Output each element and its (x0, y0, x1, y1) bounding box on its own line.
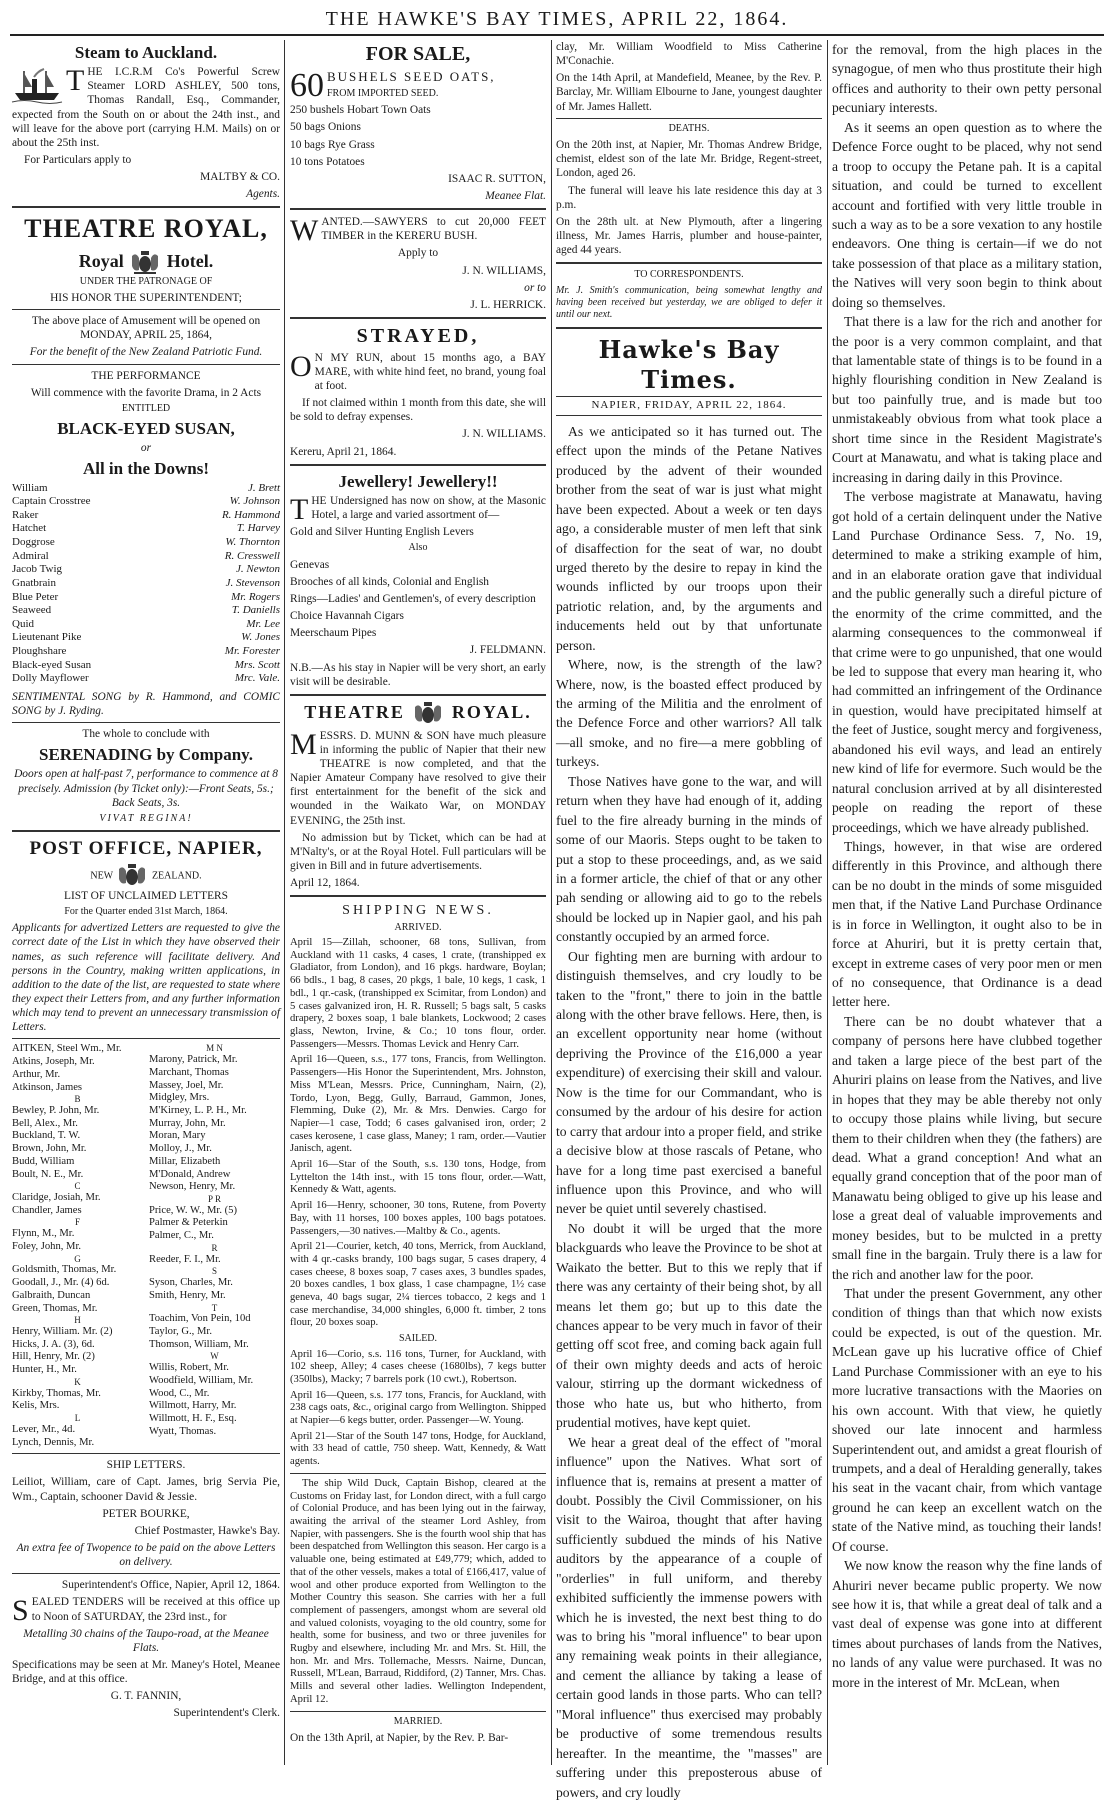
songs: SENTIMENTAL SONG by R. Hammond, and COMIC SONG by J. Ryding. (12, 690, 280, 718)
jewel-item: Choice Havannah Cigars (290, 610, 404, 623)
cast-row (12, 509, 280, 523)
letter-name: Willis, Robert, Mr. (149, 1362, 229, 1374)
editorial-paragraph: No doubt it will be urged that the more blackguards who leave the Province to be shot at Waikato the better. But to this we reply that if there was any certainty of their being shot, by all means let them go; but up to this date the chances appear to be very much in favor of their getting off scot free, and coming back again full of their own mighty deeds and acts of heroic valour, stirring up the dormant wickedness of those who hate us, but who hitherto, from prudential motives, have kept quiet. (556, 1220, 822, 1431)
supt-clerk: Superintendent's Clerk. (173, 1707, 280, 1720)
jewel-item: Also (408, 542, 428, 554)
jewel-item: Brooches of all kinds, Colonial and English (290, 575, 489, 588)
letter-name: Bell, Alex., Mr. (12, 1117, 78, 1129)
column-rule (551, 40, 552, 1765)
strayed-sig: J. N. WILLIAMS. (462, 428, 546, 441)
cast-row (12, 550, 280, 564)
specs: Specifications may be seen at Mr. Maney's Hotel, Meanee Bridge, and at this office. (12, 1658, 280, 1686)
paper-title: Hawke's Bay Times. (598, 334, 780, 394)
cast-row (12, 631, 280, 645)
letters-section-letter: K (74, 1376, 81, 1387)
cast-row (12, 577, 280, 591)
editorial-paragraph: There can be no doubt whatever that a company of persons here have clubbed together and taken a large piece of the best part of the Ahuriri plains on lease from the Natives, and live in hopes that they may be able thereby not only to occupy those plains while living, but secure them to their children when they (the fathers) are dead. What a grand conception! And what an equally grand conception that of the poor man of Manawatu being obliged to give up his lease and lose a great deal of valuable improvements and money besides, but to be mulcted in a pretty small fine in the bargain. Truly there is a law for the rich and another law for the poor. (832, 1013, 1102, 1282)
cast-row (12, 604, 280, 618)
steam-agent: MALTBY & CO. (200, 171, 280, 184)
extra-fee: An extra fee of Twopence to be paid on the above Letters on delivery. (16, 1541, 276, 1569)
steam-body: HE I.C.R.M Co's Powerful Screw Steamer LORD ASHLEY, 500 tons, Thomas Randall, Esq., Commander, expected from the South on or about the 24th inst., and will leave for the above port (carrying H.M. Mails) on or about the 25th inst. (12, 66, 280, 149)
cast-role: William (12, 481, 48, 494)
cast-actor: W. Jones (241, 631, 280, 644)
column-rule (827, 40, 828, 1765)
correspondents-heading: TO CORRESPONDENTS. (634, 269, 744, 281)
arrival-entry: April 15—Zillah, schooner, 68 tons, Sullivan, from Auckland with 11 casks, 4 cases, 1 crate, (transhipped ex Gladiator, from London), and 16 pkgs. hardware, Boylan; 66 bdls., 1 bag, 8 cases, 20 pkgs, 1 bale, 10 kegs, 1 cask, 1 bdl., 1 qr.-cask, (transhipped ex Scimitar, from London) and 5 cases galvanized iron, H. R. Russell; 5 bags salt, 5 casks drapery, 2 boxes soap, 1 bale blankets, Lockwood; 2 cases glass, Newton, Irvine, & Co.; 10 tons flour, order. Passengers—Messrs. Thomas Levick and Henry Carr. (290, 937, 546, 1050)
munn-dropcap: M (290, 727, 317, 761)
cast-actor: Mr. Lee (246, 617, 280, 630)
sutton-place: Meanee Flat. (485, 190, 546, 202)
sutton: ISAAC R. SUTTON, (448, 172, 546, 185)
tenders-dropcap: S (12, 1594, 29, 1628)
cast-row (12, 536, 280, 550)
munn-2: No admission but by Ticket, which can be had at M'Nalty's, or at the Royal Hotel. Full particulars will be given in Bill and in future advertisements. (290, 831, 546, 873)
herrick: J. L. HERRICK. (470, 298, 546, 311)
jewel-body: HE Undersigned has now on show, at the Masonic Hotel, a large and varied assortment of— (311, 494, 546, 521)
letters-section-letter: S (211, 1266, 217, 1277)
letter-name: Reeder, F. I., Mr. (149, 1253, 221, 1265)
post-office-title: POST OFFICE, NAPIER, (29, 838, 263, 860)
apply: Apply to (397, 247, 439, 260)
letter-name: Palmer & Peterkin (149, 1217, 228, 1229)
doors: Doors open at half-past 7, performance to commence at 8 precisely. Admission (by Ticket only):—Front Seats, 5s.; Back Seats, 3s. (14, 768, 278, 809)
letter-name: Green, Thomas, Mr. (12, 1302, 98, 1314)
cast-row (12, 563, 280, 577)
play-title: BLACK-EYED SUSAN, (57, 419, 235, 439)
letters-section-letter: R (211, 1242, 218, 1253)
cast-actor: W. Johnson (229, 495, 280, 508)
strayed: N MY RUN, about 15 months ago, a BAY MARE, with white hind feet, no brand, young foal at foot. (314, 351, 546, 393)
letter-name: Toachim, Von Pein, 10d (149, 1313, 251, 1325)
vivat: VIVAT REGINA! (99, 812, 193, 824)
sale-item: 10 tons Potatoes (290, 155, 365, 168)
cast-role: Raker (12, 508, 39, 521)
strayed-date: Kereru, April 21, 1864. (290, 445, 397, 458)
theatre-sub-left: Royal (78, 250, 124, 271)
cast-role: Gnatbrain (12, 576, 56, 589)
editorial-paragraph: As we anticipated so it has turned out. The effect upon the minds of the Petane Natives produced by the advent of their wounded brother from the seat of war is just what might have been expected. About a week or ten days ago, a considerable muster of men left that sink of disaffection for the seat of war, no doubt urged thereto by the desire to repay in kind the wounds inflicted by our troops upon their patriotic relation, and, by the arguments and inducements held out by that unfortunate person. (556, 423, 822, 653)
letter-name: Woodfield, William, Mr. (149, 1374, 254, 1386)
or-to: or to (524, 281, 546, 294)
cast-role: Seaweed (12, 604, 52, 617)
cast-row (12, 591, 280, 605)
cast-role: Doggrose (12, 536, 55, 548)
cast-list (12, 482, 280, 686)
steamship-icon (12, 65, 62, 105)
letter-name: Syson, Charles, Mr. (149, 1277, 233, 1289)
royal-coat-of-arms-icon (128, 250, 162, 276)
letter-name: Claridge, Josiah, Mr. (12, 1192, 101, 1204)
cast-actor: T. Harvey (236, 522, 280, 535)
serenade: SERENADING by Company. (39, 745, 253, 765)
column-1 (12, 40, 280, 1765)
letters-section-letter: G (74, 1253, 81, 1264)
arrival-entry: April 16—Henry, schooner, 30 tons, Rutene, from Poverty Bay, with 11 horses, 100 boxes apples, 100 bags potatoes. Passengers,—30 natives.—Maltby & Co., agents. (290, 1200, 546, 1237)
steam-particulars: For Particulars apply to (24, 153, 132, 166)
cast-row (12, 495, 280, 509)
column-2 (290, 40, 546, 1765)
letter-name: AITKEN, Steel Wm., Mr. (12, 1043, 122, 1055)
editorial-paragraph: Our fighting men are burning with ardour to distinguish themselves, and cry loudly to be taken to the "front," there to join in the battle along with the other brave fellows. Here, then, is an excellent opportunity near home (without depriving the Province of the £16,000 a year expenditure) of exercising their skill and valour. Now is the time for our Commandant, who is consumed by the ardour of his desire for action to carry that ardour into a proper field, and strike a decisive blow at those rascals of Petane, who have for a long time past exercised a baneful influence upon this Province, and who will never be quiet until severely chastised. (556, 948, 822, 1217)
cast-role: Jacob Twig (12, 563, 63, 576)
editorial-paragraph: That under the present Government, any other condition of things than that which now exists could be expected, is out of the question. Mr. McLean gave up his lucrative office of Chief Land Purchase Commissioner with an eye to his more lucrative transactions with the Maories on his own account. With that view, he quietly shoved our late innocent and harmless Superintendent out, and amidst a great flourish of trumpets, and a deal of Heralding generally, takes his seat in the vacant chair, from which vantage ground he can keep an excellent watch on the state of the Native mind, as touching their lands! Of course. (832, 1286, 1102, 1554)
theatre-hotel-line (12, 250, 280, 276)
ship-letters-title: SHIP LETTERS. (106, 1459, 186, 1472)
cast-row (12, 482, 280, 496)
jewel-item: Gold and Silver Hunting English Levers (290, 526, 474, 539)
cast-role: Hatchet (12, 522, 47, 535)
williams: J. N. WILLIAMS, (462, 264, 546, 277)
supt-office: Superintendent's Office, Napier, April 12, 1864. (61, 1579, 280, 1592)
letter-name: Chandler, James (12, 1204, 82, 1216)
cast-role: Admiral (12, 549, 49, 562)
steam-dropcap: T (66, 64, 85, 98)
cast-actor: R. Cresswell (224, 549, 280, 562)
commence: Will commence with the favorite Drama, in 2 Acts (30, 386, 262, 399)
wanted-dropcap: W (290, 214, 319, 248)
letter-name: Atkins, Joseph, Mr. (12, 1056, 95, 1068)
editorial-paragraph: We hear a great deal of the effect of "moral influence" upon the Natives. What sort of influence that is, remains at present a matter of doubt. Possibly the Civil Commissioner, on his visit to the Wairoa, thought that after having sufficiently subdued the minds of his Native auditors by the appearance of a couple of "orderlies" in full uniform, and thereby exhibited sufficiently the immense powers with which he is invested, the next best thing to do was to bring his "moral influence" to bear upon any remaining weak points in their allegiance, and cement the alliance by taking a lease of certain good lands in those parts. Who can tell? "Moral influence" thus exercised may probably be productive of some tremendous results hereafter. In the meantime, the "masses" are suffering under this preposterous abuse of powers, and cry loudly (556, 1434, 822, 1800)
wanted: ANTED.—SAWYERS to cut 20,000 FEET TIMBER in the KERERU BUSH. (321, 216, 546, 243)
theatre-2-left: THEATRE (304, 701, 405, 722)
cast-actor: Mr. Forester (224, 645, 280, 657)
jewel-nb: N.B.—As his stay in Napier will be very short, an early visit will be desirable. (290, 661, 546, 688)
letter-name: Kirkby, Thomas, Mr. (12, 1387, 101, 1399)
dateline: NAPIER, FRIDAY, APRIL 22, 1864. (556, 396, 822, 416)
letter-name: Marchant, Thomas (149, 1066, 229, 1078)
letters-section-letter: C (74, 1181, 81, 1192)
correspondents-body: Mr. J. Smith's communication, being somewhat lengthy and having been received but yesterday, we are obliged to defer it until our next. (556, 284, 822, 321)
letter-name: Midgley, Mrs. (149, 1092, 210, 1104)
letter-name: M'Kirney, L. P. H., Mr. (149, 1105, 247, 1116)
cast-row (12, 645, 280, 659)
editorial-paragraph: As it seems an open question as to where the Defence Force ought to be placed, why not send a troop to occupy the Petane pah. It is a capital situation, and could be turned to excellent account and fortified with very little trouble in such a way as to be a sore vexation to any hostile endeavors. One thing is certain—if we do not take possession of that place as a military station, the Natives will very soon begin to think about doing so themselves. (832, 119, 1102, 310)
metalling: Metalling 30 chains of the Taupo-road, at the Meanee Flats. (23, 1627, 269, 1654)
jewellery-title: Jewellery! Jewellery!! (338, 471, 498, 491)
cast-role: Dolly Mayflower (12, 672, 89, 685)
royal-coat-of-arms-icon (115, 863, 149, 889)
letter-name: Buckland, T. W. (12, 1130, 81, 1142)
letter-name: Lynch, Dennis, Mr. (12, 1436, 95, 1448)
quarter: For the Quarter ended 31st March, 1864. (64, 905, 228, 917)
tenders: EALED TENDERS will be received at this office up to Noon of SATURDAY, the 23rd inst., for (31, 1596, 280, 1623)
letter-name: Lever, Mr., 4d. (12, 1423, 76, 1435)
post-left: NEW (90, 870, 113, 882)
letters-section-letter: M N (206, 1043, 223, 1054)
arrival-entry: April 16—Queen, s.s., 177 tons, Francis, from Wellington. Passengers—His Honor the Superintendent, Mrs. Johnston, Miss M'Lean, Messrs. Price, Cunningham, Nairn, (2), Tordo, Lyon, Begg, Gully, Barraud, Gammon, Jones, Flemming, Duke (2), Mr. & Mrs. Denwies. Cargo for Napier—1 case, Todd; 6 cases galvanised iron, order; 2 cases kerosene, 1 case glass, Maney; 1 ram, order.—Vautier Janisch, agent. (290, 1054, 546, 1155)
letter-name: Bewley, P. John, Mr. (12, 1105, 100, 1116)
letter-name: Hunter, H., Mr. (12, 1364, 77, 1376)
postmaster-title: Chief Postmaster, Hawke's Bay. (134, 1524, 280, 1537)
married-body: On the 13th April, at Napier, by the Rev. P. Bar- (290, 1731, 509, 1744)
applicants: Applicants for advertized Letters are requested to give the correct date of the List in which they have observed their names, as such reference will facilitate delivery. And persons in the Country, making written applications, in addition to the date of the list, are requested to state where they expect their Letters from, and any further information which may tend to prevent an unnecessary transmission of Letters. (12, 922, 280, 1034)
sale-number: 60 (290, 66, 324, 104)
ship-letters-body: Leiliot, William, care of Capt. James, brig Servia Pie, Wm., Captain, schooner David & Jessie. (12, 1476, 280, 1503)
sale-ad (290, 66, 546, 203)
letters-section-letter: W (210, 1351, 219, 1362)
sailing-entry: April 16—Corio, s.s. 116 tons, Turner, for Auckland, with 102 sheep, Alley; 4 cases cheese (1680lbs), 7 kegs butter (350lbs), Macky; 7 barrels pork (10 cwt.), Robertson. (290, 1348, 546, 1385)
cast-role: Blue Peter (12, 590, 59, 603)
masthead-title: THE HAWKE'S BAY TIMES, APRIL 22, 1864. (325, 8, 789, 30)
patronage: UNDER THE PATRONAGE OF (79, 275, 213, 287)
cast-row (12, 618, 280, 632)
cast-actor: J. Newton (236, 563, 280, 576)
married-heading: MARRIED. (393, 1715, 443, 1727)
cast-actor: Mr. Rogers (231, 590, 280, 603)
play-or: or (140, 442, 152, 455)
editorial-paragraph: Those Natives have gone to the war, and will return when they have had enough of it, adding fuel to the fire already burning in the minds of some of our Maoris. Steps ought to be taken to put a stop to these proceedings, and, as we said in a former article, the chief of that or any other pah sending or allowing aid to go to the rebels should be locked up in Napier gaol, and his pah constantly occupied by an armed force. (556, 773, 822, 945)
cast-actor: R. Hammond (221, 508, 280, 521)
editorial-paragraph: Where, now, is the strength of the law? Where, now, is the boasted effect produced by the arming of the Militia and the enrolment of the Defence Force and other warriors? All talk—all smoke, and no fire—a mere gobbling of turkeys. (556, 657, 822, 770)
patron: HIS HONOR THE SUPERINTENDENT; (50, 291, 242, 304)
letter-name: Kelis, Mrs. (12, 1400, 60, 1412)
cast-row (12, 659, 280, 673)
cast-actor: Mrc. Vale. (234, 672, 280, 685)
benefit: For the benefit of the New Zealand Patriotic Fund. (29, 346, 263, 359)
strayed-2: If not claimed within 1 month from this date, she will be sold to defray expenses. (290, 397, 546, 424)
letters-section-letter: T (211, 1302, 218, 1313)
arrival-entry: April 21—Courier, ketch, 40 tons, Merrick, from Auckland, with 4 qr.-casks brandy, 100 bags sugar, 5 cases drapery, 4 cases cheese, 8 boxes soap, 7 cases axes, 3 bundles spades, 20 boxes candles, 1 box glass, 1 case champagne, 1½ case geneva, 40 bags sugar, 2¼ tierces tobacco, 2 kegs and 1 case merchandise, 34,000 shingles, 6,000 ft. timber, 2 tons flour, 20 boxes soap. (290, 1241, 546, 1329)
cast-actor: J. Brett (248, 481, 280, 494)
death-1b: The funeral will leave his late residence this day at 3 p.m. (556, 184, 822, 211)
letter-name: Newson, Henry, Mr. (149, 1181, 236, 1193)
jewel-dropcap: T (290, 492, 309, 526)
play-subtitle: All in the Downs! (82, 459, 210, 479)
editorial-paragraph: for the removal, from the high places in the synagogue, of men who thus prostitute their high offices and authority to their own petty personal pecuniary interests. (832, 42, 1102, 116)
death-1: On the 20th inst, at Napier, Mr. Thomas Andrew Bridge, chemist, eldest son of the late Mr. Bridge, Regent-street, London, aged 26. (556, 139, 822, 180)
cast-role: Quid (12, 617, 34, 630)
letter-name: Massey, Joel, Mr. (149, 1079, 224, 1091)
unclaimed: LIST OF UNCLAIMED LETTERS (63, 889, 228, 902)
letter-name: Goodall, J., Mr. (4) 6d. (12, 1277, 110, 1289)
letter-name: Budd, William (12, 1155, 75, 1167)
post-office-crest-line (12, 863, 280, 889)
cast-actor: W. Thornton (225, 536, 280, 548)
editorial-paragraph: Things, however, in that wise are ordered differently in this Province, and although there can be no doubt in the minds of some misguided men that, if the Native Land Purchase Ordinance is in force in Wellington, it ought also to be in force at Ahuriri, but it is pretty certain that, except in extreme cases of very poor men or men of no consequence, that Ordinance is a dead letter here. (832, 838, 1102, 1010)
arrived-heading: ARRIVED. (394, 921, 442, 933)
death-2: On the 28th ult. at New Plymouth, after a lingering illness, Mr. James Harris, plumber and house-painter, aged 44 years. (556, 215, 822, 257)
unclaimed-letters-list (12, 1043, 280, 1449)
theatre-2-title (290, 701, 546, 727)
letter-name: Flynn, M., Mr. (12, 1228, 75, 1240)
letter-name: Palmer, C., Mr. (149, 1230, 214, 1242)
entitled: ENTITLED (121, 402, 171, 414)
jewel-item: Rings—Ladies' and Gentlemen's, of every description (290, 592, 536, 605)
letter-name: Millar, Elizabeth (149, 1155, 221, 1167)
feldmann: J. FELDMANN. (469, 644, 546, 657)
cast-row (12, 672, 280, 686)
editorial-paragraph: The verbose magistrate at Manawatu, having got hold of a certain delinquent under the Native Land Purchase Ordinance Sess. 7, No. 19, determined to make a striking example of him, and in an elaborate oration gave that individual and the public generally such a direful picture of the enormity of the crime committed, and the alarming consequences to the commonweal if that crime were to go unpunished, that one would be led to suppose that every man hearing it, who had committed an infringement of the Ordinance in question, would have precipitated himself at the feet of Justice, sought mercy and forgiveness, abandoned his evil ways, and lead an entirely new kind of life for evermore. Such would be the natural conclusion arrived at by all disinterested people on reading the report of these proceedings, which we have already published. (832, 489, 1102, 835)
column-4 (832, 40, 1102, 1765)
letters-section-letter: P R (208, 1193, 221, 1204)
letter-name: Price, W. W., Mr. (5) (149, 1204, 237, 1216)
marriage-cont: clay, Mr. William Woodfield to Miss Catherine M'Conachie. (556, 41, 822, 68)
sale-item: 250 bushels Hobart Town Oats (290, 104, 431, 117)
letter-name: Arthur, Mr. (12, 1068, 61, 1080)
post-right: ZEALAND. (151, 870, 202, 882)
postmaster-name: PETER BOURKE, (102, 1507, 190, 1520)
cast-role: Ploughshare (12, 645, 67, 657)
opening: The above place of Amusement will be opened on MONDAY, APRIL 25, 1864, (31, 315, 261, 342)
letter-name: Hill, Henry, Mr. (2) (12, 1351, 95, 1363)
letter-name: Molloy, J., Mr. (149, 1143, 212, 1155)
letter-name: Brown, John, Mr. (12, 1143, 87, 1155)
deaths-heading: DEATHS. (668, 122, 710, 134)
letter-name: Hicks, J. A. (3), 6d. (12, 1338, 95, 1350)
fannin: G. T. FANNIN, (110, 1690, 182, 1703)
sailing-entry: April 16—Queen, s.s. 177 tons, Francis, for Auckland, with 238 cags oats, &c., original cargo from Wellington. Shipped at Napier—6 kegs butter, order. Passenger—W. Young. (290, 1389, 546, 1427)
letter-name: Goldsmith, Thomas, Mr. (12, 1264, 117, 1276)
letter-name: Moran, Mary (149, 1130, 206, 1142)
theatre-title: THEATRE ROYAL, (24, 214, 268, 244)
arrival-entry: April 16—Star of the South, s.s. 130 tons, Hodge, from Lyttelton the 14th inst., with 15 tons flour, order.—Watt, Kennedy & Watt, agents. (290, 1159, 546, 1196)
strayed-dropcap: O (290, 349, 312, 383)
letter-name: Taylor, G., Mr. (149, 1326, 212, 1338)
steam-ad-title: Steam to Auckland. (74, 43, 218, 62)
cast-actor: J. Stevenson (225, 576, 280, 589)
steam-agents: Agents. (246, 188, 280, 201)
letter-name: Foley, John, Mr. (12, 1240, 82, 1252)
cast-role: Lieutenant Pike (12, 631, 82, 644)
letter-name: Wyatt, Thomas. (149, 1425, 217, 1437)
jewel-item: Meerschaum Pipes (290, 627, 377, 640)
theatre-sub-right: Hotel. (166, 250, 214, 271)
letter-name: Boult, N. E., Mr. (12, 1168, 84, 1180)
letter-name: Willmott, Harry, Mr. (149, 1400, 237, 1412)
column-3 (556, 40, 822, 1800)
column-rule (284, 40, 285, 1765)
sailed-heading: SAILED. (398, 1333, 438, 1345)
royal-coat-of-arms-icon (411, 701, 445, 727)
cast-actor: Mrs. Scott (234, 658, 280, 671)
letters-section-letter: B (74, 1094, 81, 1105)
letters-section-letter: H (74, 1315, 81, 1326)
letter-name: Wood, C., Mr. (149, 1387, 210, 1399)
letter-name: M'Donald, Andrew (149, 1168, 231, 1180)
letter-name: Thomson, William, Mr. (149, 1338, 249, 1350)
editorial-paragraph: That there is a law for the rich and another for the poor is a very common complaint, and that that lamentable state of things is to be found in a highly flourishing condition in New Zealand is but too painfully true, and is made but too unmistakeably obvious from what took place a short time since in the Resident Magistrate's Court at Manawatu, and what is taking place and increasing in daring daily in this Province. (832, 314, 1102, 485)
cast-role: Black-eyed Susan (12, 658, 92, 671)
strayed-title: STRAYED, (356, 324, 480, 347)
letter-name: Galbraith, Duncan (12, 1289, 91, 1301)
marriage-2: On the 14th April, at Mandefield, Meanee, by the Rev. P. Barclay, Mr. William Elbourne to Jane, youngest daughter of Mr. James Hallett. (556, 72, 822, 113)
cast-actor: T. Daniells (231, 604, 280, 617)
masthead (10, 6, 1104, 36)
performance: THE PERFORMANCE (91, 369, 201, 382)
shipping-title: SHIPPING NEWS. (342, 903, 494, 919)
steam-ad (12, 65, 280, 201)
conclude: The whole to conclude with (82, 728, 210, 741)
wild-duck-report: The ship Wild Duck, Captain Bishop, cleared at the Customs on Friday last, for London direct, with a full cargo of Colonial Produce, and has been lying out in the fairway, awaiting the arrival of the steamer Lord Ashley, from Napier, with passengers. She is the fourth wool ship that has been despatched from Wellington this season. Her cargo is a valuable one, being estimated at £49,779; which, added to that of the other vessels, makes a total of £166,417, value of wool and other produce exported from Wellington to the Mother Country this season. She carries with her a full complement of passengers, amongst whom are several old and valued colonists, voyaging to the old country, some for health, some for business, and two or three juveniles for Rugby and elsewhere, including Mr. and Mrs. St. Hill, the hon. Mr. and Mrs. Tollemache, Messrs. Nairne, Duncan, Russell, M'Lean, Barraud, Riddiford, (2) Tanner, Mrs. Chas. Mills and several other ladies. Wellington Independent, April 12. (290, 1477, 546, 1705)
jewel-item: Genevas (290, 558, 330, 571)
munn-date: April 12, 1864. (290, 877, 360, 890)
sale-item: 10 bags Rye Grass (290, 138, 375, 151)
letter-name: Murray, John, Mr. (149, 1117, 226, 1129)
theatre-2-right: ROYAL. (451, 701, 532, 722)
letter-name: Atkinson, James (12, 1081, 83, 1093)
letter-name: Marony, Patrick, Mr. (149, 1054, 238, 1066)
letter-name: Smith, Henry, Mr. (149, 1289, 226, 1301)
sale-head: BUSHELS SEED OATS, (327, 68, 496, 84)
editorial-paragraph: We now know the reason why the fine lands of Ahuriri never became public property. We now see how it is, that while a great deal of talk and a vast deal of expense was gone into at different times about purchases of lands from the Natives, no lands of any value were purchased. It was no more in the interest of Mr. McLean, when (832, 1558, 1102, 1690)
letter-name: Henry, William. Mr. (2) (12, 1326, 113, 1338)
munn: ESSRS. D. MUNN & SON have much pleasure in informing the public of Napier that their new THEATRE is now completed, and that the Napier Amateur Company have resolved to give their first entertainment for the benefit of the sick and wounded in the Waikato War, on MONDAY EVENING, the 25th inst. (290, 729, 546, 827)
cast-row (12, 522, 280, 536)
letters-section-letter: F (74, 1217, 80, 1228)
cast-role: Captain Crosstree (12, 495, 91, 508)
sale-imported: FROM IMPORTED SEED. (327, 87, 439, 99)
letters-section-letter: L (74, 1413, 81, 1424)
sailing-entry: April 21—Star of the South 147 tons, Hodge, for Auckland, with 33 head of cattle, 750 sheep. Watt, Kennedy, & Watt agents. (290, 1430, 546, 1468)
letter-name: Willmott, H. F., Esq. (149, 1413, 237, 1425)
sale-item: 50 bags Onions (290, 121, 361, 134)
sale-title: FOR SALE, (365, 43, 471, 65)
